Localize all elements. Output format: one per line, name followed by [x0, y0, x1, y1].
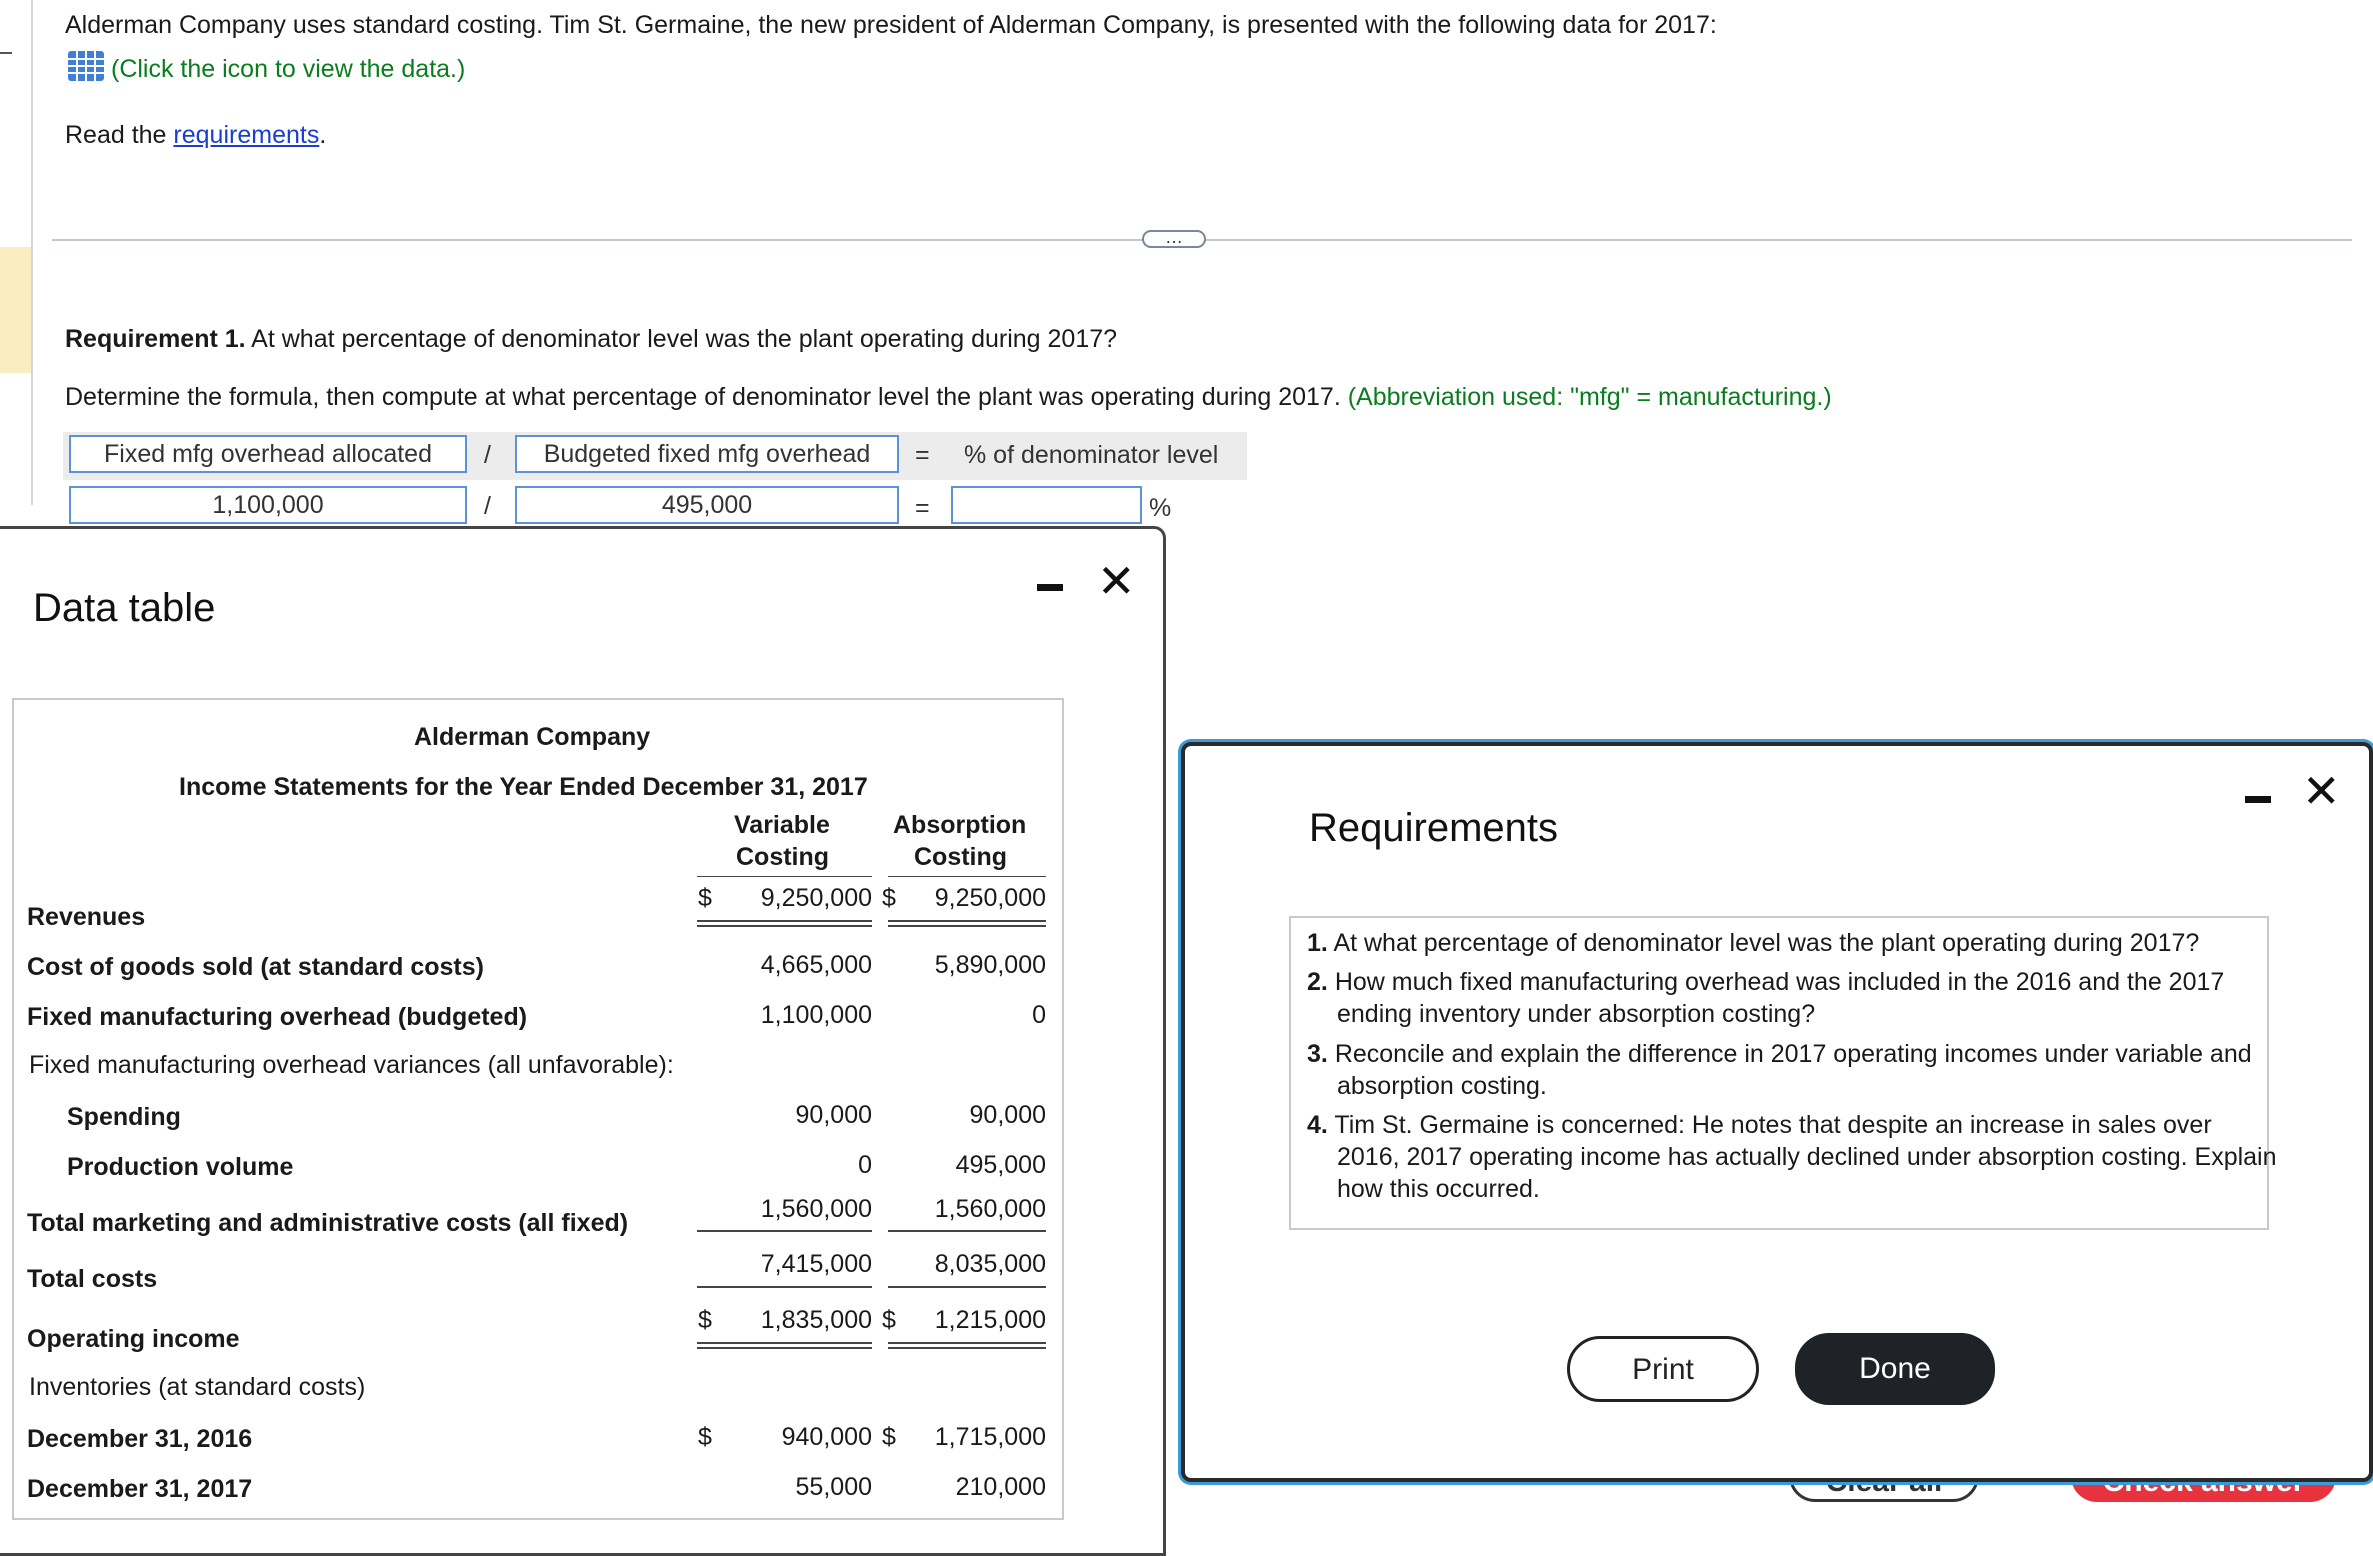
value-divide-sign: / [484, 492, 491, 520]
requirement-item [1307, 966, 2257, 1030]
row-label-fixed-budgeted: Fixed manufacturing overhead (budgeted) [27, 1003, 528, 1031]
revenues-rule-1b [697, 925, 872, 927]
header-rule-1 [697, 876, 872, 877]
dollar-sign: $ [882, 1306, 896, 1334]
dollar-sign: $ [698, 884, 712, 912]
dec-2017-variable: 55,000 [795, 1473, 872, 1501]
dollar-sign: $ [882, 1423, 896, 1451]
requirements-list [1289, 916, 2277, 1230]
minimize-icon[interactable] [2245, 796, 2271, 803]
print-button[interactable]: Print [1567, 1336, 1759, 1402]
total-costs-absorption: 8,035,000 [934, 1250, 1046, 1278]
revenues-rule-2a [888, 920, 1046, 922]
requirement-number: 2. [1307, 968, 1328, 996]
read-suffix: . [319, 121, 327, 149]
row-label-production-volume: Production volume [67, 1153, 294, 1181]
requirements-title: Requirements [1309, 806, 1559, 850]
oi-rule-1a [697, 1342, 872, 1344]
requirement1-heading [65, 324, 1117, 354]
operating-income-absorption: 1,215,000 [934, 1306, 1046, 1334]
requirement-item [1307, 1038, 2257, 1102]
requirement1-instruction: Determine the formula, then compute at what percentage of denominator level the plant was operating during 2017. [65, 383, 1341, 411]
revenues-rule-2b [888, 925, 1046, 927]
oi-rule-1b [697, 1347, 872, 1349]
data-table-title: Data table [33, 586, 216, 630]
click-icon-text[interactable]: (Click the icon to view the data.) [111, 55, 466, 83]
row-label-variances-header: Fixed manufacturing overhead variances (all unfavorable): [29, 1051, 674, 1079]
production-volume-variable: 0 [858, 1151, 872, 1179]
col-variable-header-1: Variable [734, 811, 830, 839]
production-volume-absorption: 495,000 [955, 1151, 1046, 1179]
row-label-revenues: Revenues [27, 903, 146, 931]
row-label-dec-2016: December 31, 2016 [27, 1425, 253, 1453]
row-label-cogs: Cost of goods sold (at standard costs) [27, 953, 484, 981]
total-costs-variable: 7,415,000 [760, 1250, 872, 1278]
value-equals-sign: = [915, 494, 930, 522]
row-label-dec-2017: December 31, 2017 [27, 1475, 253, 1503]
table-icon[interactable] [67, 50, 105, 89]
row-label-spending: Spending [67, 1103, 181, 1131]
read-requirements [65, 120, 326, 150]
close-icon[interactable]: ✕ [2302, 765, 2341, 817]
percent-sign: % [1149, 494, 1172, 522]
revenues-variable: 9,250,000 [760, 884, 872, 912]
intro-text: Alderman Company uses standard costing. Tim St. Germaine, the new president of Alderman Company, is presented with the following data for 2017: [65, 11, 1717, 39]
total-rule-2 [888, 1286, 1046, 1288]
requirement-number: 4. [1307, 1111, 1328, 1139]
operating-income-variable: 1,835,000 [760, 1306, 872, 1334]
data-link[interactable] [67, 50, 465, 89]
left-rail [31, 0, 33, 505]
close-icon[interactable]: ✕ [1097, 555, 1136, 607]
cogs-variable: 4,665,000 [760, 951, 872, 979]
requirement-text: Reconcile and explain the difference in 2017 operating incomes under variable and absorption costing. [1334, 1040, 2252, 1100]
requirement-text: Tim St. Germaine is concerned: He notes that despite an increase in sales over 2016, 2017 operating income has actually declined under absorption costing. Explain how this occurred. [1334, 1111, 2277, 1203]
requirement-text: How much fixed manufacturing overhead was included in the 2016 and the 2017 ending inventory under absorption costing? [1334, 968, 2225, 1028]
value-input-denominator[interactable]: 495,000 [515, 486, 899, 524]
subtotal-rule-1 [697, 1230, 872, 1232]
dollar-sign: $ [882, 884, 896, 912]
formula-equals-sign: = [915, 441, 930, 469]
total-rule-1 [697, 1286, 872, 1288]
abbreviation-hint: (Abbreviation used: "mfg" = manufacturing.) [1347, 383, 1832, 411]
left-edge-dash [0, 52, 12, 54]
requirements-link[interactable]: requirements [173, 121, 320, 149]
marketing-admin-absorption: 1,560,000 [934, 1195, 1046, 1223]
dec-2017-absorption: 210,000 [955, 1473, 1046, 1501]
value-input-numerator[interactable]: 1,100,000 [69, 486, 467, 524]
oi-rule-2b [888, 1347, 1046, 1349]
spending-absorption: 90,000 [969, 1101, 1046, 1129]
dec-2016-absorption: 1,715,000 [934, 1423, 1046, 1451]
statement-title: Income Statements for the Year Ended December 31, 2017 [179, 773, 868, 801]
formula-divide-sign: / [484, 441, 491, 469]
formula-box-denominator[interactable]: Budgeted fixed mfg overhead [515, 435, 899, 473]
formula-result-label: % of denominator level [964, 441, 1219, 469]
dollar-sign: $ [698, 1306, 712, 1334]
row-label-total-costs: Total costs [27, 1265, 158, 1293]
marketing-admin-variable: 1,560,000 [760, 1195, 872, 1223]
done-button[interactable]: Done [1795, 1333, 1995, 1405]
row-label-operating-income: Operating income [27, 1325, 240, 1353]
row-label-marketing-admin: Total marketing and administrative costs (all fixed) [27, 1209, 629, 1237]
result-percent-input[interactable] [951, 486, 1142, 524]
revenues-rule-1a [697, 920, 872, 922]
requirement1-instruction-line [65, 382, 1832, 412]
requirement1-question: At what percentage of denominator level was the plant operating during 2017? [245, 325, 1118, 353]
revenues-absorption: 9,250,000 [934, 884, 1046, 912]
col-absorption-header-1: Absorption [893, 811, 1027, 839]
fixed-budgeted-variable: 1,100,000 [760, 1001, 872, 1029]
col-absorption-header-2: Costing [914, 843, 1008, 871]
read-prefix: Read the [65, 121, 167, 149]
col-variable-header-2: Costing [736, 843, 830, 871]
cogs-absorption: 5,890,000 [934, 951, 1046, 979]
requirement-text: At what percentage of denominator level was the plant operating during 2017? [1333, 929, 2200, 957]
requirement1-label: Requirement 1. [65, 325, 246, 353]
minimize-icon[interactable] [1037, 584, 1063, 591]
expand-more-button[interactable]: … [1142, 230, 1206, 248]
header-rule-2 [888, 876, 1046, 877]
company-name: Alderman Company [414, 723, 651, 751]
active-question-marker [0, 247, 31, 373]
subtotal-rule-2 [888, 1230, 1046, 1232]
requirement-number: 3. [1307, 1040, 1328, 1068]
spending-variable: 90,000 [795, 1101, 872, 1129]
requirement-item [1307, 1109, 2277, 1205]
row-label-inventories-header: Inventories (at standard costs) [29, 1373, 366, 1401]
oi-rule-2a [888, 1342, 1046, 1344]
dollar-sign: $ [698, 1423, 712, 1451]
dec-2016-variable: 940,000 [781, 1423, 872, 1451]
requirement-item [1307, 927, 2257, 959]
requirement-number: 1. [1307, 929, 1328, 957]
fixed-budgeted-absorption: 0 [1032, 1001, 1046, 1029]
formula-box-numerator[interactable]: Fixed mfg overhead allocated [69, 435, 467, 473]
